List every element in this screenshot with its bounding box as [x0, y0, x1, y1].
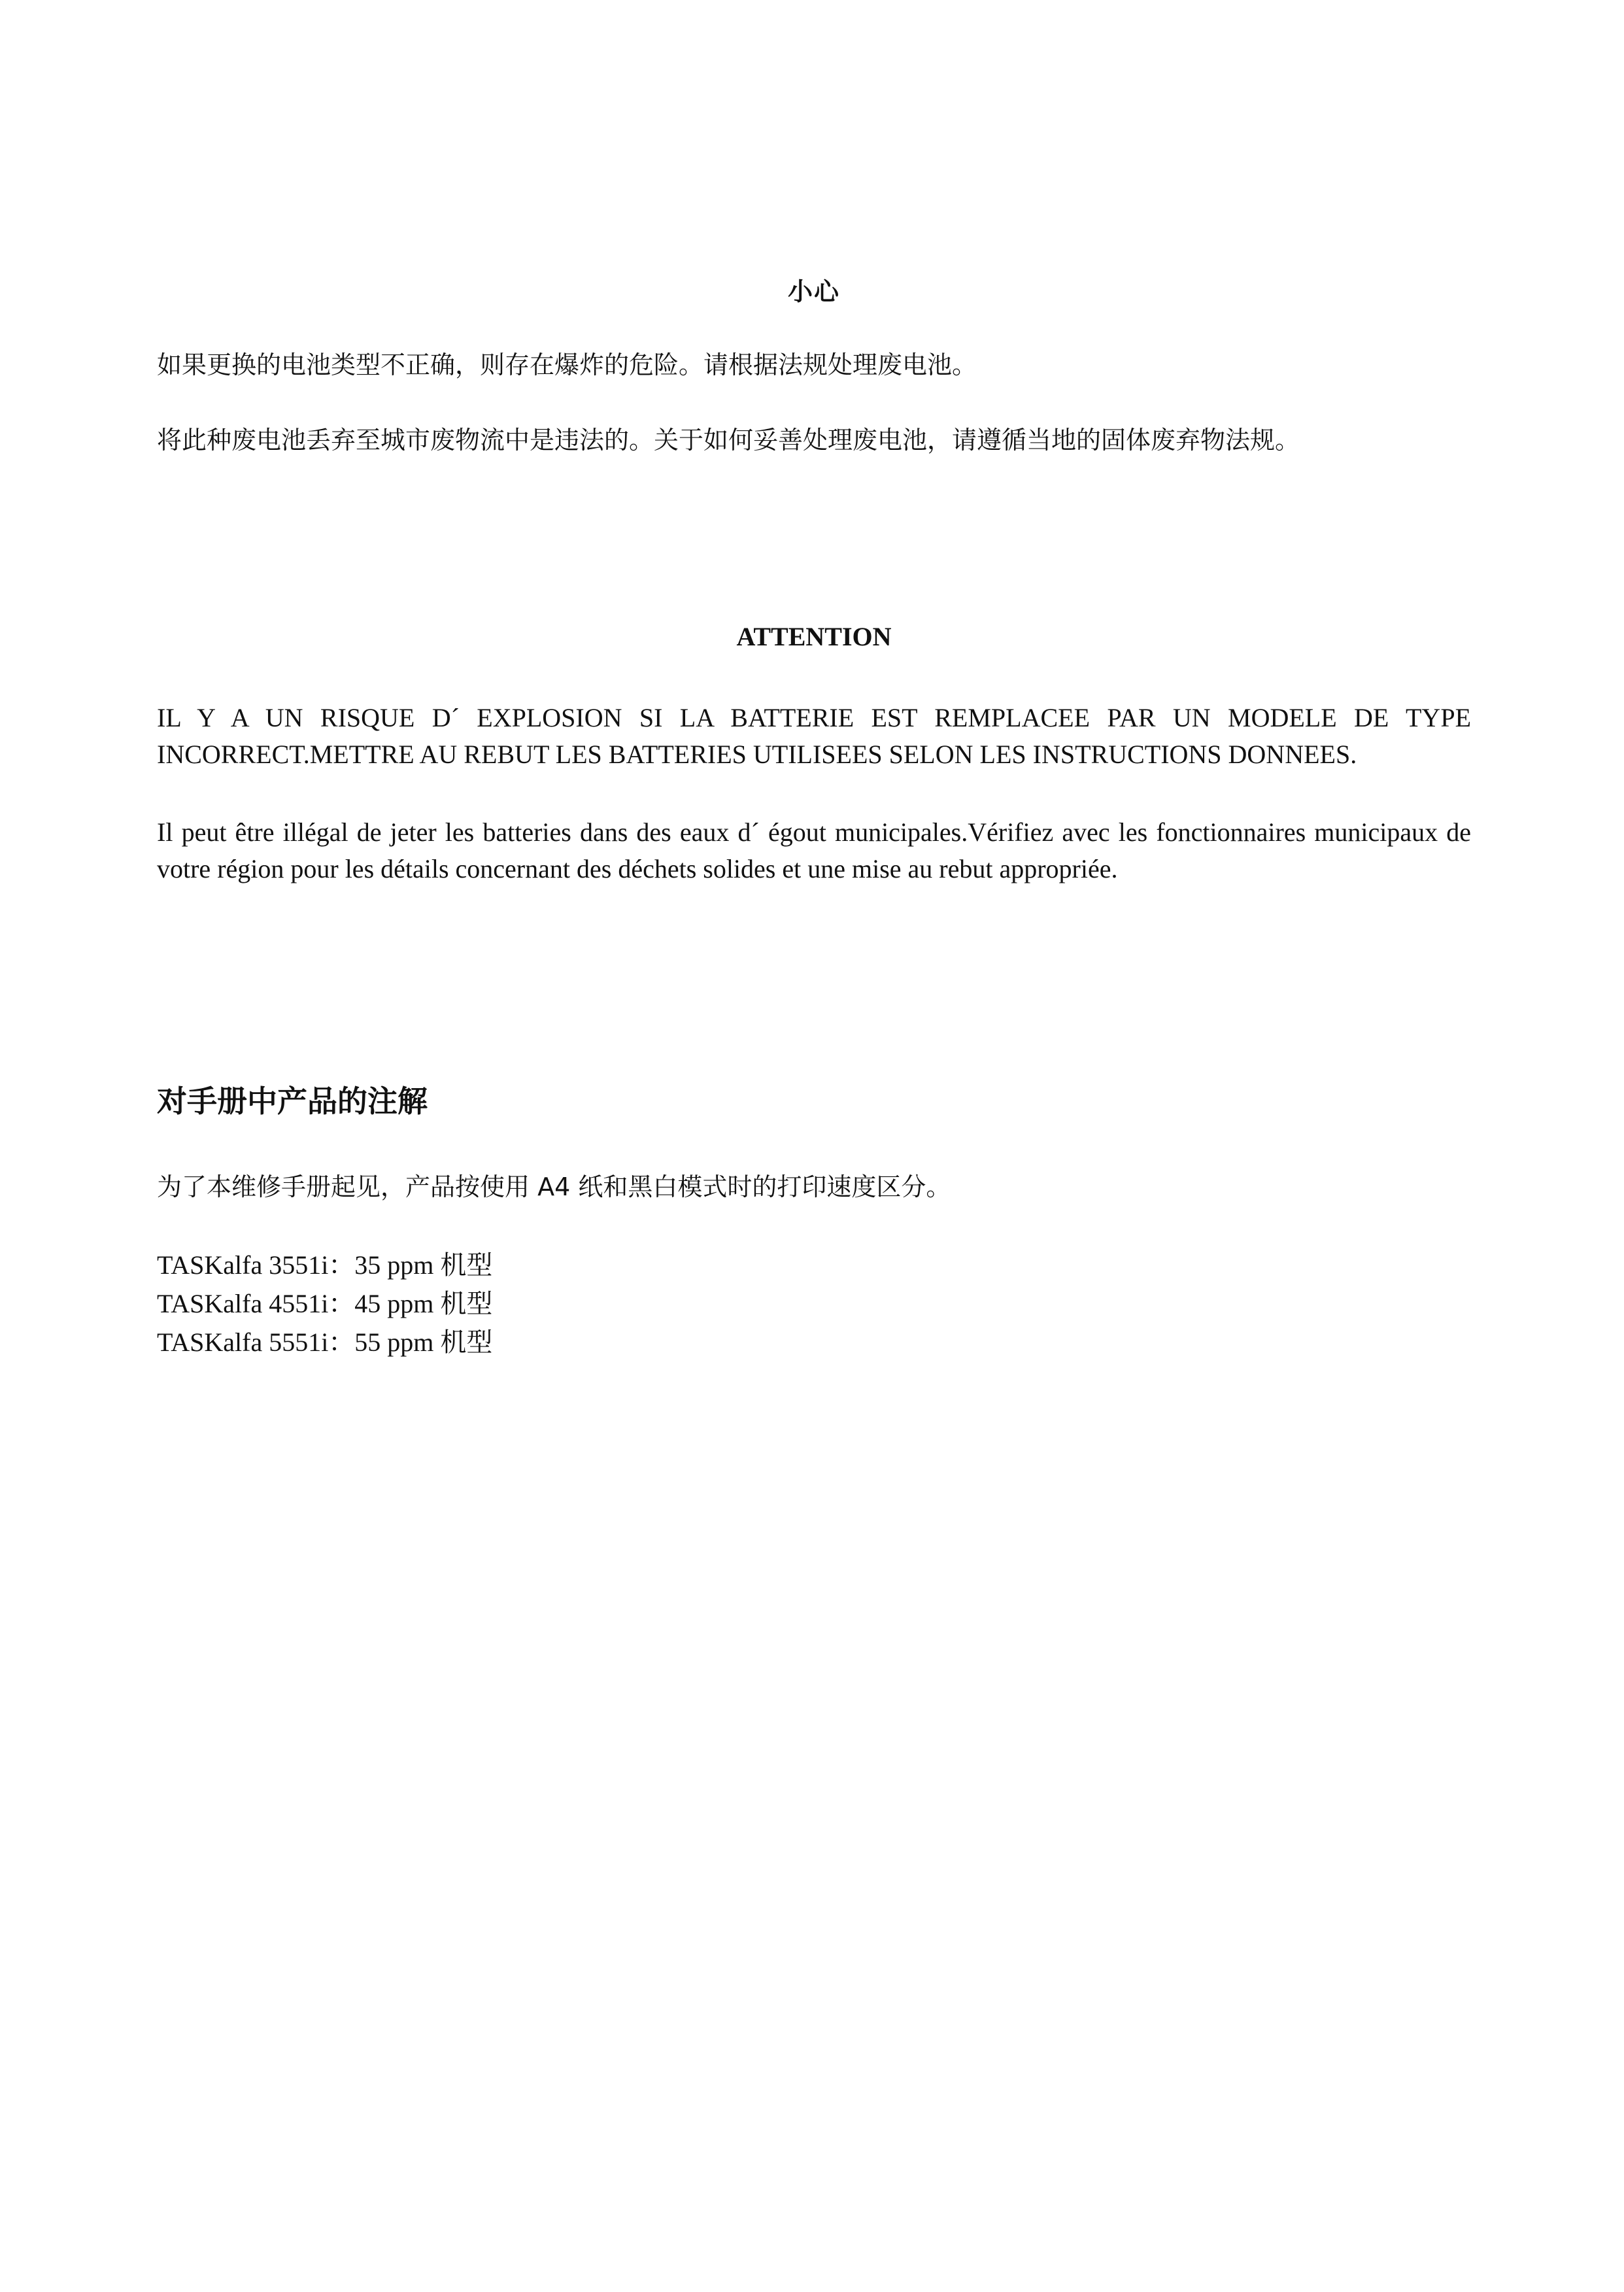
notes-intro: 为了本维修手册起见，产品按使用 A4 纸和黑白模式时的打印速度区分。 — [157, 1172, 951, 1201]
attention-title: ATTENTION — [736, 622, 892, 651]
model-list — [157, 1246, 492, 1361]
model-item: TASKalfa 4551i：45 ppm 机型 — [157, 1289, 493, 1318]
section-heading: 对手册中产品的注解 — [157, 1084, 428, 1119]
caution-line-2: 将此种废电池丢弃至城市废物流中是违法的。关于如何妥善处理废电池，请遵循当地的固体废弃物法规。 — [157, 426, 1300, 454]
model-item: TASKalfa 3551i：35 ppm 机型 — [157, 1250, 493, 1280]
attention-paragraph: Il peut être illégal de jeter les batteries dans des eaux d´ égout municipales.Vérifiez avec les fonctionnaires municipaux de votre région pour les détails concernant des déchets solides et une mise au rebut appropriée. — [157, 817, 1471, 883]
attention-caps-paragraph: IL Y A UN RISQUE D´ EXPLOSION SI LA BATTERIE EST REMPLACEE PAR UN MODELE DE TYPE INCORRECT.METTRE AU REBUT LES BATTERIES UTILISEES SELON LES INSTRUCTIONS DONNEES. — [157, 703, 1471, 769]
model-item: TASKalfa 5551i：55 ppm 机型 — [157, 1327, 493, 1357]
caution-title: 小心 — [787, 277, 840, 306]
caution-line-1: 如果更换的电池类型不正确，则存在爆炸的危险。请根据法规处理废电池。 — [157, 351, 977, 379]
